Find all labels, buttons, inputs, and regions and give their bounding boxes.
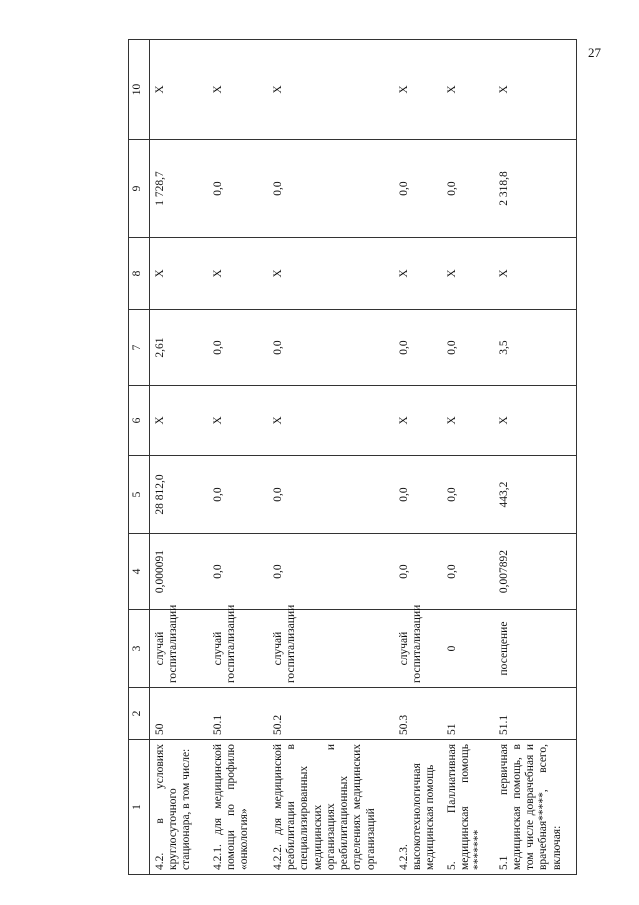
- column-header: 8: [129, 238, 150, 310]
- value-cell: 443,2: [494, 456, 577, 534]
- value-cell: X: [442, 386, 494, 456]
- row-name: 5. Паллиативная медицинская помощь *******: [442, 740, 494, 875]
- row-name: 4.2.3. высокотехнологичная медицинская помощь: [394, 740, 442, 875]
- row-name: 4.2. в условиях круглосуточного стационара, в том числе:: [150, 740, 209, 875]
- value-cell: 0,000091: [150, 534, 209, 610]
- value-cell: 0,0: [208, 310, 268, 386]
- value-cell: X: [394, 40, 442, 140]
- value-cell: 0,0: [442, 140, 494, 238]
- value-cell: 0,0: [394, 140, 442, 238]
- value-cell: X: [494, 40, 577, 140]
- page-number-container: [588, 44, 618, 60]
- value-cell: X: [268, 238, 394, 310]
- column-header: 10: [129, 40, 150, 140]
- value-cell: 0,0: [268, 140, 394, 238]
- value-cell: X: [494, 386, 577, 456]
- table-row: [208, 40, 268, 875]
- value-cell: X: [268, 40, 394, 140]
- value-cell: X: [150, 40, 209, 140]
- unit-cell: 0: [442, 610, 494, 688]
- row-number: 51: [442, 688, 494, 740]
- value-cell: 0,0: [442, 456, 494, 534]
- unit-cell: посещение: [494, 610, 577, 688]
- value-cell: 0,0: [268, 456, 394, 534]
- row-number: 50: [150, 688, 209, 740]
- value-cell: X: [150, 238, 209, 310]
- table-header-row: [129, 40, 150, 875]
- unit-cell: случай госпитализации: [268, 610, 394, 688]
- value-cell: 0,0: [268, 534, 394, 610]
- value-cell: 1 728,7: [150, 140, 209, 238]
- column-header: 3: [129, 610, 150, 688]
- unit-cell: случай госпитализации: [394, 610, 442, 688]
- value-cell: X: [150, 386, 209, 456]
- value-cell: X: [208, 386, 268, 456]
- value-cell: X: [394, 386, 442, 456]
- value-cell: X: [494, 238, 577, 310]
- value-cell: 0,0: [442, 310, 494, 386]
- row-name: 4.2.2. для медицинской реабилитации в специализированных медицинских организациях и реабилитационных отделениях медицинских организаций: [268, 740, 394, 875]
- row-number: 50.1: [208, 688, 268, 740]
- value-cell: 0,0: [208, 140, 268, 238]
- page-number: 27: [588, 45, 601, 60]
- value-cell: 0,0: [394, 456, 442, 534]
- value-cell: 0,0: [268, 310, 394, 386]
- table-row: [494, 40, 577, 875]
- value-cell: 0,0: [208, 456, 268, 534]
- row-number: 50.2: [268, 688, 394, 740]
- value-cell: X: [442, 238, 494, 310]
- value-cell: X: [268, 386, 394, 456]
- column-header: 6: [129, 386, 150, 456]
- value-cell: X: [208, 40, 268, 140]
- unit-cell: случай госпитализации: [208, 610, 268, 688]
- row-name: 4.2.1. для медицинской помощи по профилю «онкология»: [208, 740, 268, 875]
- value-cell: 0,0: [394, 310, 442, 386]
- table-row: [442, 40, 494, 875]
- value-cell: 2,61: [150, 310, 209, 386]
- row-name: 5.1 первичная медицинская помощь, в том числе доврачебная и врачебная*****, всего, включая:: [494, 740, 577, 875]
- value-cell: 0,007892: [494, 534, 577, 610]
- row-number: 51.1: [494, 688, 577, 740]
- value-cell: 0,0: [208, 534, 268, 610]
- column-header: 4: [129, 534, 150, 610]
- column-header: 1: [129, 740, 150, 875]
- column-header: 7: [129, 310, 150, 386]
- column-header: 9: [129, 140, 150, 238]
- data-table: [128, 39, 577, 875]
- value-cell: 0,0: [394, 534, 442, 610]
- table-row: [268, 40, 394, 875]
- rotated-table-container: [128, 50, 563, 875]
- value-cell: 0,0: [442, 534, 494, 610]
- value-cell: X: [394, 238, 442, 310]
- column-header: 5: [129, 456, 150, 534]
- value-cell: 2 318,8: [494, 140, 577, 238]
- table-row: [394, 40, 442, 875]
- column-header: 2: [129, 688, 150, 740]
- value-cell: 28 812,0: [150, 456, 209, 534]
- value-cell: 3,5: [494, 310, 577, 386]
- value-cell: X: [208, 238, 268, 310]
- value-cell: X: [442, 40, 494, 140]
- row-number: 50.3: [394, 688, 442, 740]
- unit-cell: случай госпитализации: [150, 610, 209, 688]
- table-row: [150, 40, 209, 875]
